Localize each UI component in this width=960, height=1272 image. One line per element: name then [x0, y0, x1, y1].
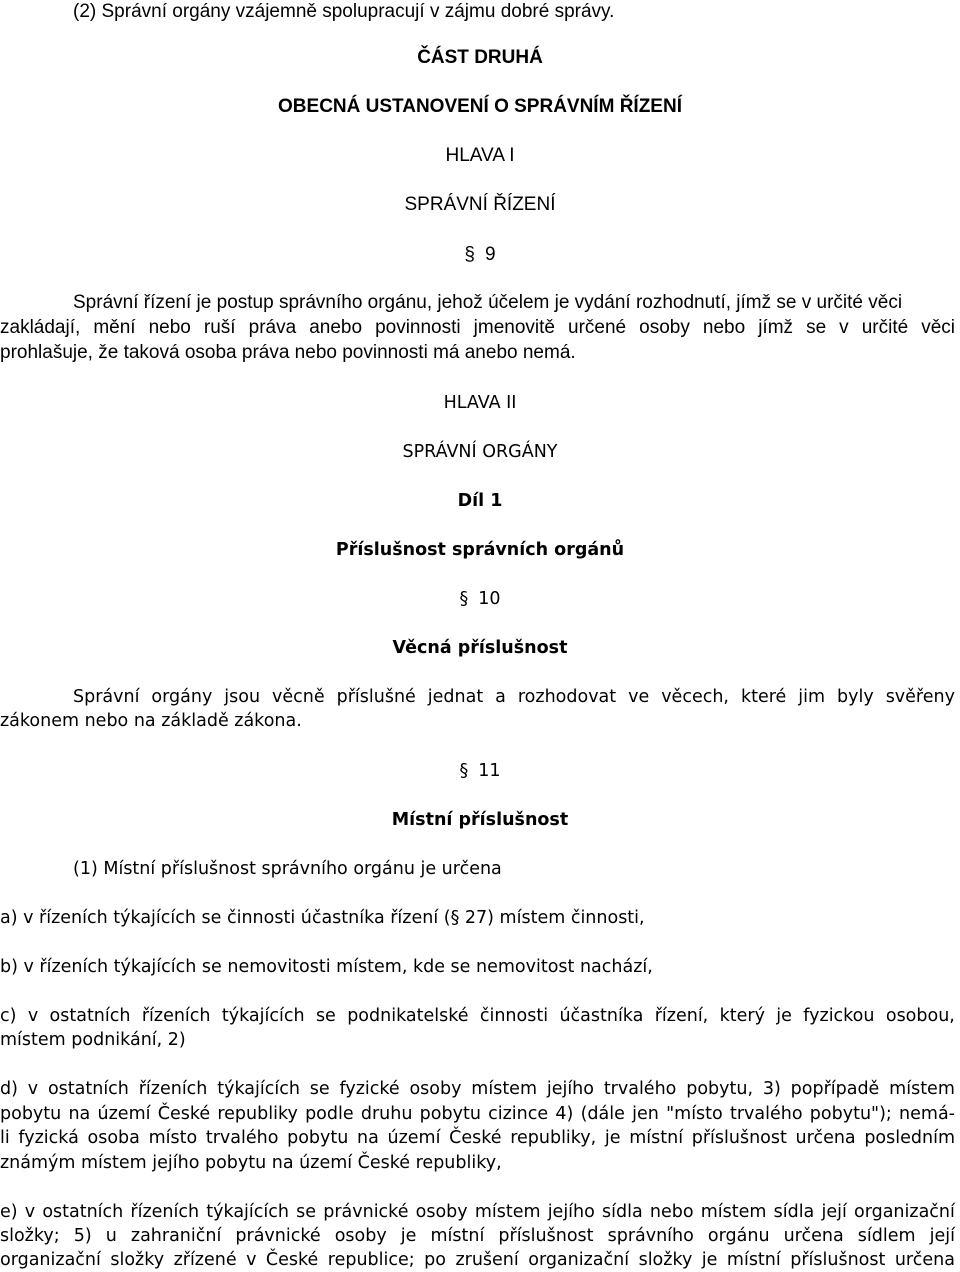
- word: ostatních: [42, 1202, 124, 1222]
- word: fyzickou: [803, 1006, 875, 1026]
- word: rozhodovat: [517, 687, 617, 707]
- word: činnosti: [479, 1006, 549, 1026]
- word: posledním: [864, 1128, 955, 1148]
- word: podnikatelské: [347, 1006, 469, 1026]
- word: právnické: [323, 1202, 409, 1222]
- word: osoby: [334, 1226, 387, 1246]
- word: místem: [889, 1079, 955, 1099]
- word: fyzická: [18, 1128, 79, 1148]
- word: složky;: [0, 1226, 60, 1246]
- word: složky: [110, 1250, 165, 1270]
- word: sídla: [602, 1202, 643, 1222]
- word: sídlem: [857, 1226, 916, 1246]
- word: řízeních: [130, 1202, 200, 1222]
- word: místní: [726, 1250, 781, 1270]
- word: se: [309, 1079, 330, 1099]
- word: organizační: [854, 1202, 955, 1222]
- word: fyzické: [339, 1079, 400, 1099]
- section-11-item-e-line3: [0, 1248, 955, 1272]
- word: c): [0, 1006, 17, 1026]
- word: republice;: [327, 1250, 415, 1270]
- word: České: [265, 1250, 319, 1270]
- word: pobytu: [0, 1104, 62, 1124]
- word: České: [449, 1128, 502, 1148]
- word: příslušnost: [790, 1250, 886, 1270]
- word: mění: [93, 317, 136, 338]
- section-10-line1: [73, 685, 955, 709]
- word: u: [105, 1226, 117, 1246]
- word: 5): [73, 1226, 92, 1246]
- section-11-item-e-line2: [0, 1224, 955, 1248]
- word: trvalého: [729, 1104, 803, 1124]
- section-11-item-d-line1: [0, 1077, 955, 1101]
- word: sídla: [773, 1202, 815, 1222]
- section-11-item-b: b) v řízeních týkajících se nemovitosti místem, kde se nemovitost nachází,: [0, 957, 653, 977]
- word: ostatních: [47, 1079, 129, 1099]
- word: určena: [894, 1250, 955, 1270]
- word: Správní: [73, 687, 140, 707]
- word: v: [839, 317, 849, 338]
- word: osoba: [87, 1128, 140, 1148]
- section-symbol: §: [459, 761, 469, 781]
- section-11-p1: (1) Místní příslušnost správního orgánu je určena: [73, 859, 502, 879]
- word: řízeních: [141, 1006, 211, 1026]
- word: určité: [861, 317, 909, 338]
- section-11-item-d-line4: známým místem jejího pobytu na území České republiky,: [0, 1153, 502, 1173]
- word: správního: [607, 1226, 694, 1246]
- word: zakládají,: [0, 317, 81, 338]
- word: d): [0, 1079, 18, 1099]
- section-number: 9: [485, 244, 496, 265]
- word: republiky: [217, 1104, 298, 1124]
- word: místní: [430, 1226, 485, 1246]
- word: práva: [248, 317, 297, 338]
- word: trvalého: [603, 1079, 677, 1099]
- word: 3): [762, 1079, 781, 1099]
- word: pobytu");: [809, 1104, 892, 1124]
- word: zrušení: [455, 1250, 519, 1270]
- word: místo: [148, 1128, 198, 1148]
- word: osoby: [409, 1079, 462, 1099]
- intro-paragraph: (2) Správní orgány vzájemně spolupracují v zájmu dobré správy.: [73, 1, 615, 22]
- word: zřízené: [173, 1250, 237, 1270]
- word: svěřeny: [885, 687, 955, 707]
- word: určené: [568, 317, 627, 338]
- word: nebo: [148, 317, 191, 338]
- word: místem: [700, 1202, 767, 1222]
- section-9-para-line1: Správní řízení je postup správního orgánu, jehož účelem je vydání rozhodnutí, jímž se v určité věci: [73, 292, 903, 313]
- word: organizační: [528, 1250, 630, 1270]
- word: jímž: [758, 317, 794, 338]
- word: nebo: [649, 1202, 694, 1222]
- word: území: [387, 1128, 441, 1148]
- section-10-heading: [0, 587, 960, 611]
- word: účastníka: [559, 1006, 644, 1026]
- word: příslušnost: [691, 1128, 787, 1148]
- word: složky: [638, 1250, 693, 1270]
- word: týkajících: [217, 1079, 300, 1099]
- word: nebo: [702, 317, 746, 338]
- section-symbol: §: [464, 244, 475, 265]
- word: jednat: [427, 687, 484, 707]
- word: na: [357, 1128, 379, 1148]
- word: jmenovitě: [473, 317, 555, 338]
- word: místem: [471, 1079, 537, 1099]
- word: trvalého: [205, 1128, 279, 1148]
- section-10-title: Věcná příslušnost: [392, 638, 568, 658]
- section-9-heading: [0, 243, 960, 267]
- head2-title: SPRÁVNÍ ORGÁNY: [402, 442, 558, 462]
- word: je: [701, 1250, 718, 1270]
- section-9-para-line3: prohlašuje, že taková osoba práva nebo povinnosti má anebo nemá.: [0, 342, 576, 363]
- word: (dále: [580, 1104, 625, 1124]
- word: České: [157, 1104, 211, 1124]
- section-number: 11: [478, 761, 501, 781]
- part-1-label: Díl 1: [457, 491, 503, 511]
- word: pobytu: [419, 1104, 481, 1124]
- word: věcech,: [661, 687, 729, 707]
- word: podle: [305, 1104, 354, 1124]
- word: povinnosti: [375, 317, 461, 338]
- word: se: [315, 1006, 336, 1026]
- section-11-item-c-line1: [0, 1004, 955, 1028]
- word: jejího: [547, 1202, 595, 1222]
- word: se: [806, 317, 827, 338]
- word: se: [296, 1202, 317, 1222]
- word: v: [27, 1079, 39, 1099]
- word: věcně: [272, 687, 325, 707]
- part-subtitle: OBECNÁ USTANOVENÍ O SPRÁVNÍM ŘÍZENÍ: [278, 96, 682, 117]
- word: nemá-: [899, 1104, 955, 1124]
- word: v: [24, 1202, 36, 1222]
- word: anebo: [309, 317, 363, 338]
- section-9-para-line2: [0, 316, 955, 340]
- word: byly: [837, 687, 874, 707]
- word: ostatních: [49, 1006, 131, 1026]
- word: v: [246, 1250, 257, 1270]
- word: řízeních: [138, 1079, 208, 1099]
- section-11-heading: [0, 759, 960, 783]
- word: určena: [783, 1226, 844, 1246]
- section-11-item-c-line2: místem podnikání, 2): [0, 1030, 186, 1050]
- word: jsou: [224, 687, 261, 707]
- section-symbol: §: [459, 589, 469, 609]
- word: jen: [632, 1104, 659, 1124]
- word: řízení,: [654, 1006, 709, 1026]
- section-11-item-a: a) v řízeních týkajících se činnosti účastníka řízení (§ 27) místem činnosti,: [0, 908, 645, 928]
- word: osobou,: [885, 1006, 955, 1026]
- word: místem: [474, 1202, 541, 1222]
- word: její: [821, 1202, 847, 1222]
- word: zahraniční: [130, 1226, 222, 1246]
- word: jejího: [546, 1079, 594, 1099]
- word: ve: [628, 687, 650, 707]
- word: po: [424, 1250, 446, 1270]
- part-title: ČÁST DRUHÁ: [417, 47, 543, 68]
- word: orgány: [151, 687, 213, 707]
- word: právnické: [235, 1226, 321, 1246]
- head2-label: HLAVA II: [443, 393, 517, 413]
- section-number: 10: [478, 589, 501, 609]
- word: li: [0, 1128, 10, 1148]
- word: v: [27, 1006, 39, 1026]
- word: věci: [921, 317, 955, 338]
- head1-label: HLAVA I: [445, 145, 515, 166]
- word: pobytu: [287, 1128, 349, 1148]
- word: určena: [795, 1128, 856, 1148]
- section-11-item-d-line3: [0, 1126, 955, 1150]
- word: jim: [798, 687, 826, 707]
- word: je: [604, 1128, 621, 1148]
- word: osoby: [415, 1202, 468, 1222]
- word: osoby: [639, 317, 690, 338]
- section-11-title: Místní příslušnost: [391, 810, 569, 830]
- word: příslušnost: [498, 1226, 594, 1246]
- part-1-title: Příslušnost správních orgánů: [335, 540, 625, 560]
- word: 4): [555, 1104, 574, 1124]
- word: které: [740, 687, 787, 707]
- word: orgánu: [707, 1226, 770, 1246]
- word: druhu: [360, 1104, 413, 1124]
- word: cizince: [488, 1104, 549, 1124]
- word: její: [929, 1226, 955, 1246]
- word: je: [776, 1006, 792, 1026]
- section-10-line2: zákonem nebo na základě zákona.: [0, 711, 302, 731]
- word: "místo: [666, 1104, 723, 1124]
- word: na: [68, 1104, 91, 1124]
- word: týkajících: [221, 1006, 305, 1026]
- word: popřípadě: [790, 1079, 880, 1099]
- word: organizační: [0, 1250, 101, 1270]
- word: území: [97, 1104, 151, 1124]
- word: místní: [629, 1128, 684, 1148]
- word: pobytu,: [686, 1079, 754, 1099]
- head1-title: SPRÁVNÍ ŘÍZENÍ: [404, 194, 556, 215]
- word: který: [719, 1006, 765, 1026]
- word: je: [400, 1226, 417, 1246]
- section-11-item-e-line1: [0, 1200, 955, 1224]
- word: týkajících: [206, 1202, 289, 1222]
- word: e): [0, 1202, 18, 1222]
- section-11-item-d-line2: [0, 1102, 955, 1126]
- word: příslušné: [336, 687, 416, 707]
- word: republiky,: [510, 1128, 597, 1148]
- word: a: [495, 687, 506, 707]
- word: ruší: [203, 317, 236, 338]
